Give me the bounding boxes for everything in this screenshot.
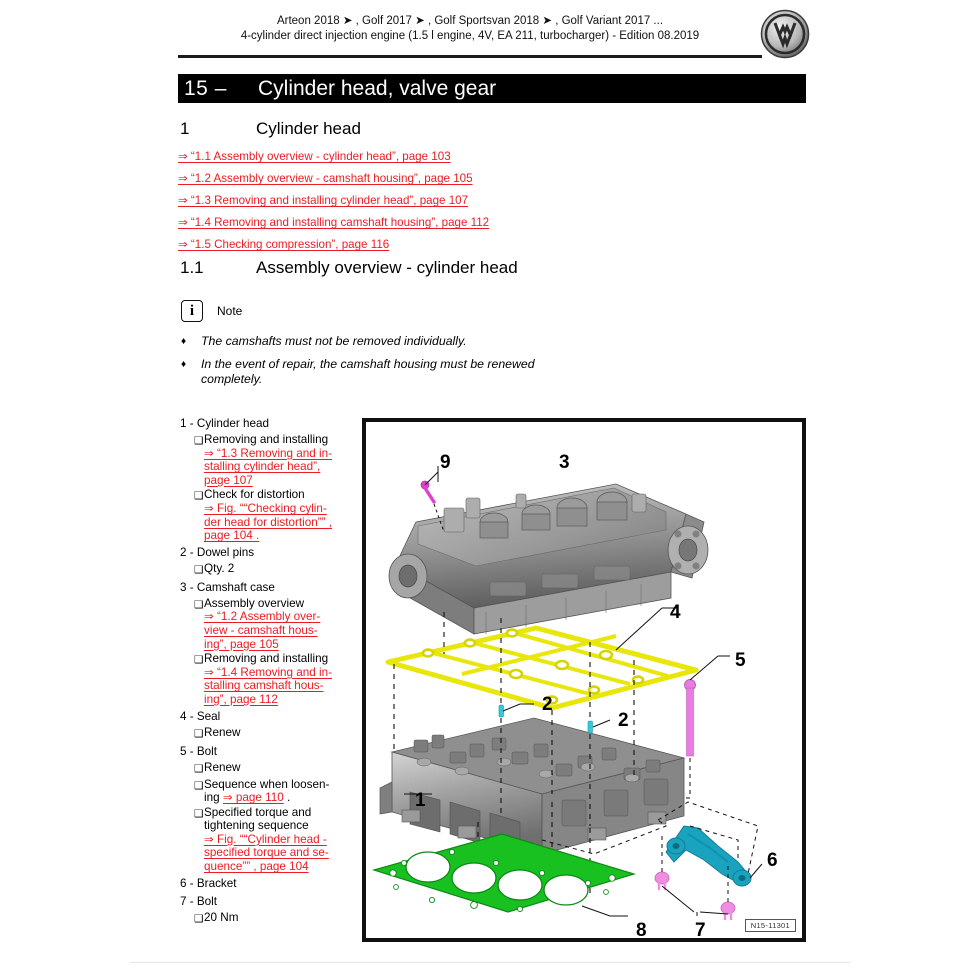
bolt-7-part-b [721, 902, 735, 920]
parts-legend-list [180, 416, 358, 929]
section-1-number: 1 [180, 119, 190, 138]
callout-number: 4 [670, 602, 681, 623]
section-1-1-title: Assembly overview - cylinder head [256, 258, 518, 277]
leader-line-4 [616, 608, 678, 650]
part-sub-line[interactable]: ing”, page 112 [204, 692, 278, 706]
part-sub-item [180, 761, 358, 777]
part-sub-line[interactable]: ⇒ Fig. ““Checking cylin- [204, 501, 327, 515]
square-bullet-icon: ❑ [194, 779, 204, 792]
callout-number: 8 [636, 920, 647, 941]
leader-line-6 [750, 864, 762, 878]
diamond-bullet-icon: ♦ [181, 359, 187, 370]
part-sub-line[interactable]: view - camshaft hous- [204, 623, 318, 637]
part-sub-line: Sequence when loosen- [204, 777, 330, 791]
part-group [180, 580, 358, 707]
callout-number: 1 [415, 790, 426, 811]
page-bottom-divider [130, 962, 850, 963]
toc-link-1-2[interactable]: ⇒ “1.2 Assembly overview - camshaft housing”, page 105 [178, 172, 473, 185]
toc-link-1-1[interactable]: ⇒ “1.1 Assembly overview - cylinder head”, page 103 [178, 150, 451, 163]
callout-number: 6 [767, 850, 778, 871]
dowel-pin-2-part-a [499, 705, 504, 717]
callout-number: 9 [440, 452, 451, 473]
part-sub-item [180, 806, 358, 874]
part-group [180, 416, 358, 543]
note-bullet-list [181, 334, 601, 387]
bolt-7-part-a [655, 872, 669, 890]
part-sub-item [180, 911, 358, 927]
part-sub-line[interactable]: ing”, page 105 [204, 637, 279, 651]
part-sub-line[interactable]: ing ⇒ page 110 . [204, 791, 291, 805]
part-sub-line[interactable]: ⇒ Fig. ““Cylinder head - [204, 832, 327, 846]
part-group [180, 744, 358, 874]
part-title: 7 - Bolt [180, 894, 218, 908]
part-sub-line[interactable]: quence”” , page 104 [204, 860, 309, 874]
part-sub-text [204, 761, 350, 777]
part-sub-item [180, 433, 358, 487]
section-1-title: Cylinder head [256, 119, 361, 138]
vw-logo-icon [760, 9, 810, 59]
bolt-5-part [685, 680, 696, 757]
section-heading-1 [180, 119, 361, 139]
part-sub-line: Check for distortion [204, 488, 305, 502]
part-sub-text [204, 911, 350, 927]
part-sub-text [204, 726, 350, 742]
part-sub-line[interactable]: page 107 [204, 473, 253, 487]
part-group [180, 876, 358, 892]
part-sub-text [204, 488, 350, 542]
part-sub-item [180, 562, 358, 578]
note-bullet-item [181, 357, 601, 387]
note-bullet-item [181, 334, 601, 350]
callout-number: 7 [695, 920, 706, 941]
part-title: 5 - Bolt [180, 744, 218, 758]
inline-page-link[interactable]: ⇒ page 110 [222, 791, 284, 805]
dowel-pin-2-part-b [588, 721, 593, 733]
header-line-models: Arteon 2018 ➤ , Golf 2017 ➤ , Golf Sportsvan 2018 ➤ , Golf Variant 2017 ... [276, 15, 664, 27]
part-sub-line: Assembly overview [204, 596, 305, 610]
part-sub-text [204, 652, 350, 706]
callout-number: 5 [735, 650, 746, 671]
camshaft-case-part [389, 484, 708, 634]
square-bullet-icon: ❑ [194, 727, 204, 740]
part-sub-text [204, 597, 350, 651]
header-line-engine: 4-cylinder direct injection engine (1.5 l engine, 4V, EA 211, turbocharger) - Edition 08.2019 [240, 30, 700, 42]
head-gasket-8-part [374, 834, 634, 912]
square-bullet-icon: ❑ [194, 762, 204, 775]
page-header [178, 14, 806, 58]
info-icon: i [181, 300, 203, 322]
part-sub-line: Qty. 2 [204, 561, 235, 575]
part-title: 4 - Seal [180, 709, 221, 723]
note-header [181, 299, 601, 323]
part-sub-text [204, 562, 350, 578]
part-sub-line[interactable]: stalling camshaft hous- [204, 679, 324, 693]
callout-number: 2 [542, 694, 553, 715]
note-label: Note [217, 304, 243, 318]
bolt-9-part [421, 481, 434, 502]
chapter-number: 15 – [184, 76, 227, 100]
figure-reference-code: N15-11301 [745, 919, 796, 932]
part-sub-text [204, 778, 350, 805]
square-bullet-icon: ❑ [194, 563, 204, 576]
part-sub-line[interactable]: ⇒ “1.3 Removing and in- [204, 446, 333, 460]
callout-number: 3 [559, 452, 570, 473]
leader-line-7 [662, 886, 728, 916]
part-sub-line: Specified torque and [204, 805, 312, 819]
part-sub-line[interactable]: der head for distortion”” , [204, 515, 332, 529]
part-sub-line: tightening sequence [204, 819, 309, 833]
part-sub-item [180, 778, 358, 805]
part-sub-text [204, 433, 350, 487]
part-sub-item [180, 726, 358, 742]
chapter-title: Cylinder head, valve gear [258, 76, 497, 100]
part-sub-item [180, 597, 358, 651]
part-sub-line: Removing and installing [204, 652, 329, 666]
toc-link-1-3[interactable]: ⇒ “1.3 Removing and installing cylinder head”, page 107 [178, 194, 469, 207]
part-title: 3 - Camshaft case [180, 580, 275, 594]
exploded-view-svg [366, 422, 802, 938]
toc-link-1-4[interactable]: ⇒ “1.4 Removing and installing camshaft housing”, page 112 [178, 216, 490, 229]
part-title: 6 - Bracket [180, 876, 237, 890]
part-sub-line: Removing and installing [204, 433, 329, 446]
header-text-block [178, 14, 806, 44]
part-group [180, 894, 358, 927]
part-sub-item [180, 488, 358, 542]
leader-line-8 [582, 906, 628, 916]
section-heading-1-1 [180, 258, 518, 278]
diamond-bullet-icon: ♦ [181, 336, 187, 347]
note-block [181, 299, 601, 394]
header-divider [178, 55, 762, 58]
part-title: 1 - Cylinder head [180, 417, 270, 430]
note-bullet-text: In the event of repair, the camshaft housing must be renewed completely. [201, 357, 535, 386]
part-sub-line: Renew [204, 760, 241, 774]
part-sub-text [204, 806, 350, 874]
exploded-view-illustration [362, 418, 806, 942]
part-sub-line: 20 Nm [204, 910, 239, 924]
callout-number: 2 [618, 710, 629, 731]
square-bullet-icon: ❑ [194, 912, 204, 925]
square-bullet-icon: ❑ [194, 490, 204, 503]
square-bullet-icon: ❑ [194, 598, 204, 611]
square-bullet-icon: ❑ [194, 807, 204, 820]
square-bullet-icon: ❑ [194, 435, 204, 447]
chapter-title-bar [178, 74, 806, 103]
square-bullet-icon: ❑ [194, 654, 204, 667]
part-sub-line[interactable]: specified torque and se- [204, 846, 329, 860]
cylinder-head-1-part [380, 718, 684, 854]
toc-link-1-5[interactable]: ⇒ “1.5 Checking compression”, page 116 [178, 238, 390, 251]
part-sub-line[interactable]: stalling cylinder head”, [204, 460, 321, 474]
part-group [180, 709, 358, 742]
note-bullet-text: The camshafts must not be removed individually. [201, 334, 467, 348]
section-1-1-number: 1.1 [180, 258, 204, 277]
part-sub-item [180, 652, 358, 706]
part-title: 2 - Dowel pins [180, 545, 255, 559]
part-sub-line[interactable]: page 104 . [204, 529, 260, 543]
part-sub-line: Renew [204, 725, 241, 739]
part-group [180, 545, 358, 578]
part-sub-line[interactable]: ⇒ “1.2 Assembly over- [204, 610, 321, 624]
part-sub-line[interactable]: ⇒ “1.4 Removing and in- [204, 665, 333, 679]
